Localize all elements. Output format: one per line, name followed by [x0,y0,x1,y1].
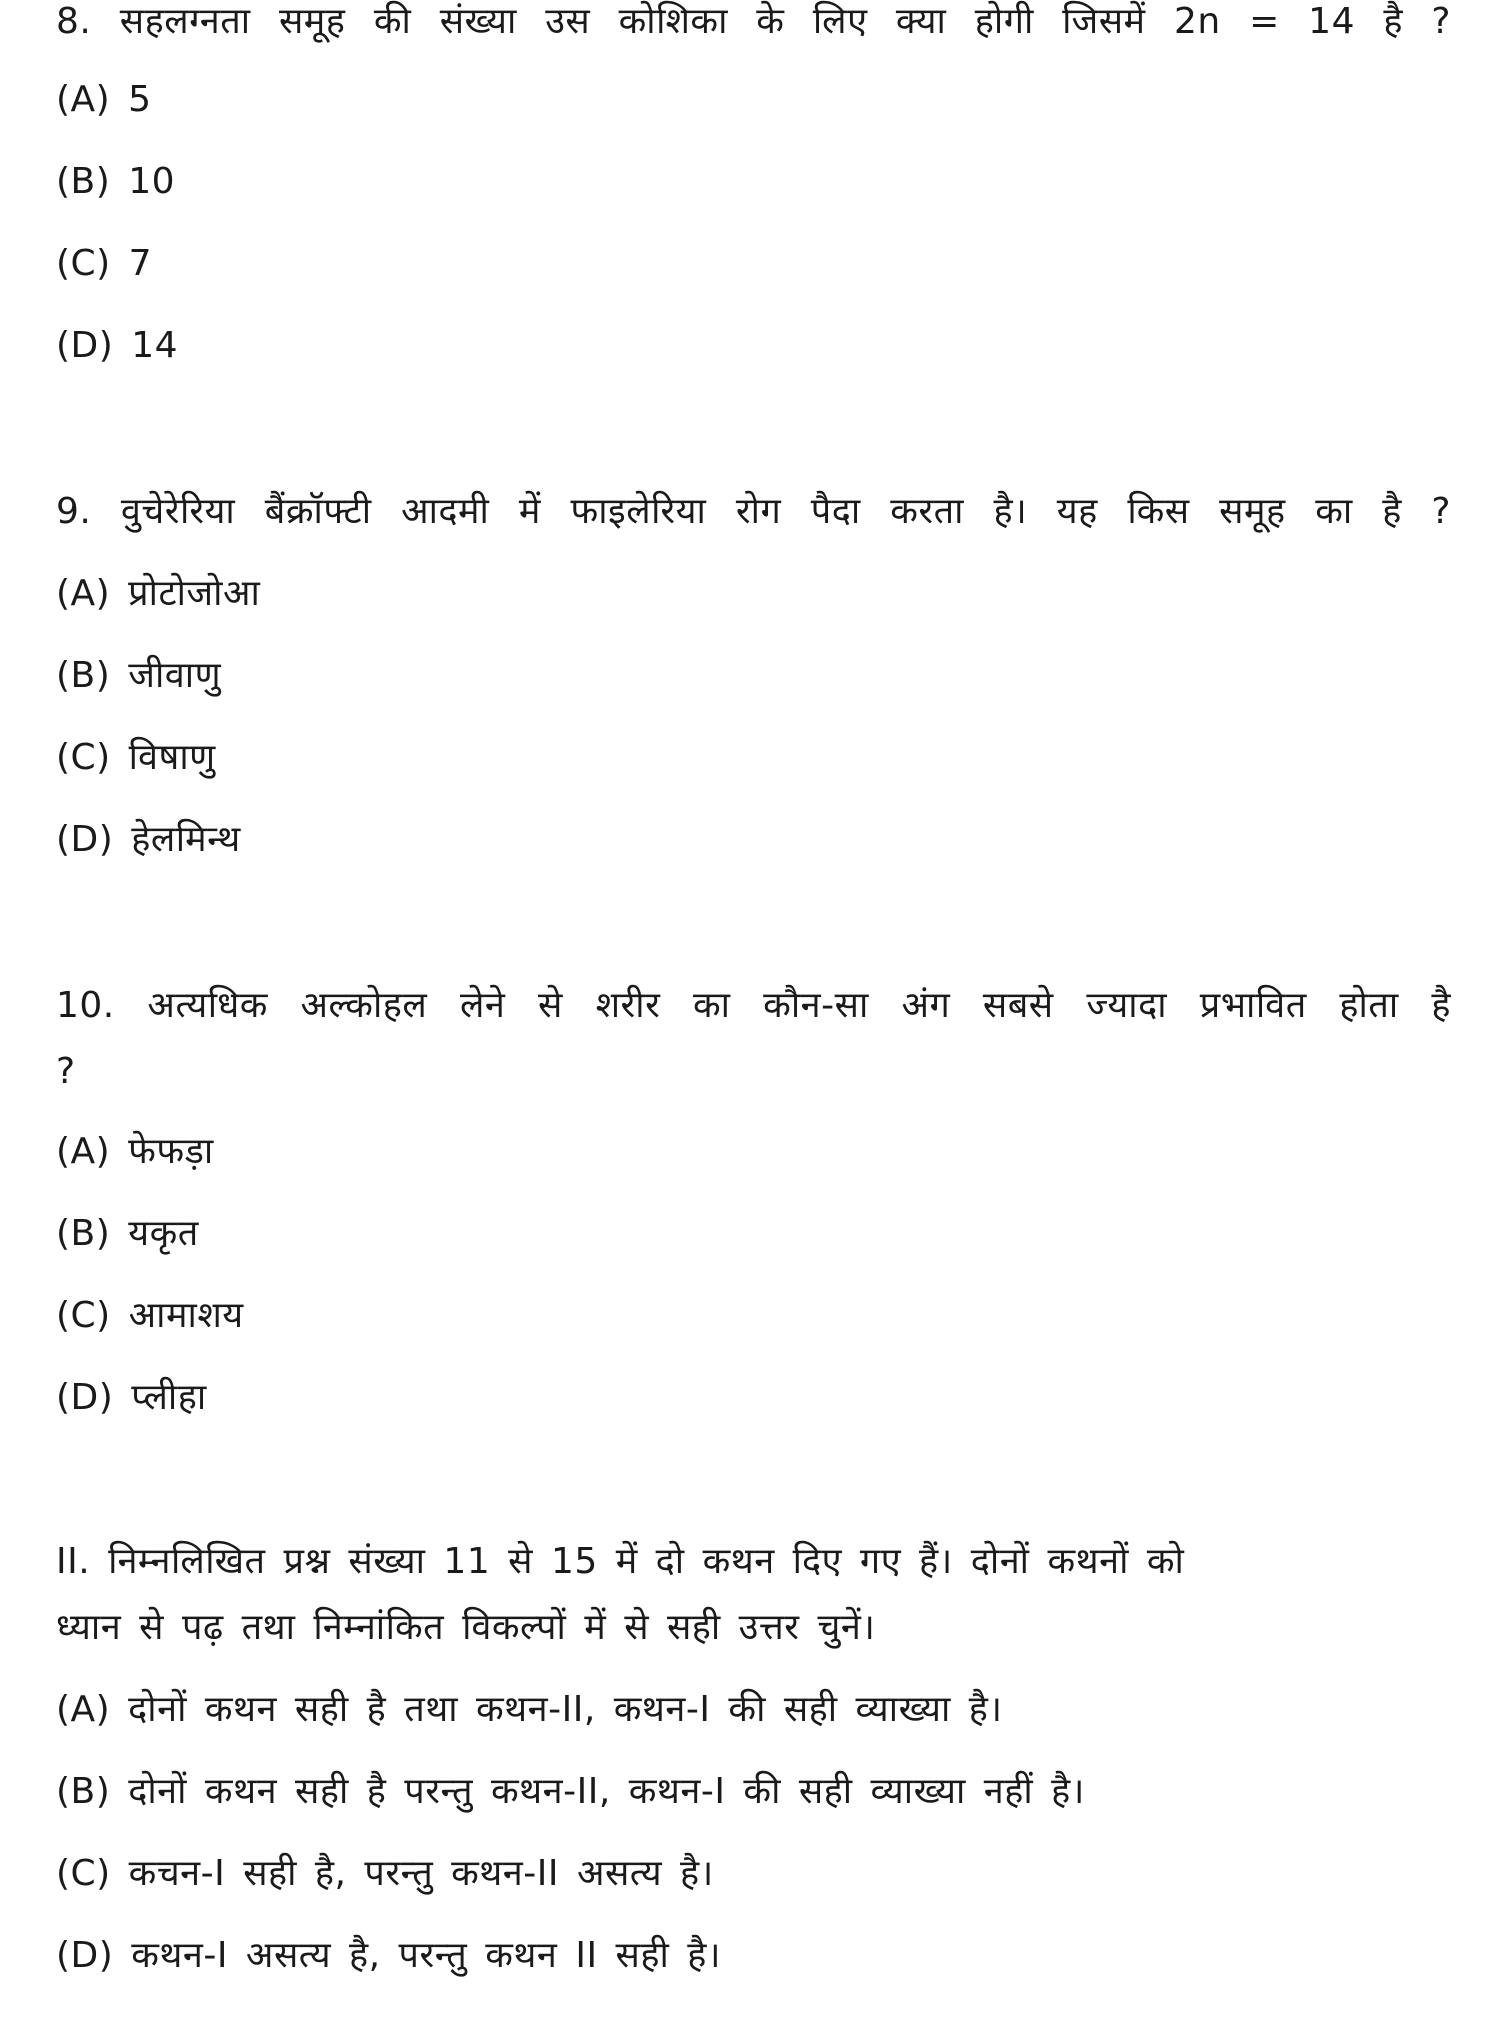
question-8-text: 8. सहलग्नता समूह की संख्या उस कोशिका के लिए क्या होगी जिसमें 2n = 14 है ? [56,1,1451,42]
instruction-line-1: II. निम्नलिखित प्रश्न संख्या 11 से 15 में दो कथन दिए गए हैं। दोनों कथनों को [56,1541,1185,1582]
instruction-line-2: ध्यान से पढ़ तथा निम्नांकित विकल्पों में से सही उत्तर चुनें। [56,1607,876,1648]
question-10-option-a: (A) फेफड़ा [56,1131,214,1172]
instruction-option-b: (B) दोनों कथन सही है परन्तु कथन-II, कथन-I की सही व्याख्या नहीं है। [56,1771,1085,1812]
question-10-option-c: (C) आमाशय [56,1295,244,1336]
instruction-option-d: (D) कथन-I असत्य है, परन्तु कथन II सही है। [56,1935,721,1976]
question-8-option-c: (C) 7 [56,243,153,284]
question-10-option-b: (B) यकृत [56,1213,199,1254]
question-9-text: 9. वुचेरेरिया बैंक्रॉफ्टी आदमी में फाइलेरिया रोग पैदा करता है। यह किस समूह का है ? [56,491,1451,532]
question-9-option-d: (D) हेलमिन्थ [56,819,241,860]
instruction-option-c: (C) कचन-I सही है, परन्तु कथन-II असत्य है। [56,1853,714,1894]
question-10-text-continued: ? [56,1051,76,1092]
question-10-text: 10. अत्यधिक अल्कोहल लेने से शरीर का कौन-सा अंग सबसे ज्यादा प्रभावित होता है [56,985,1451,1026]
instruction-option-a: (A) दोनों कथन सही है तथा कथन-II, कथन-I की सही व्याख्या है। [56,1689,1003,1730]
question-8-option-a: (A) 5 [56,79,152,120]
question-8-option-d: (D) 14 [56,325,179,366]
question-9-option-b: (B) जीवाणु [56,655,222,696]
question-9-option-c: (C) विषाणु [56,737,216,778]
question-9-option-a: (A) प्रोटोजोआ [56,573,261,614]
question-10-option-d: (D) प्लीहा [56,1377,207,1418]
question-8-option-b: (B) 10 [56,161,176,202]
